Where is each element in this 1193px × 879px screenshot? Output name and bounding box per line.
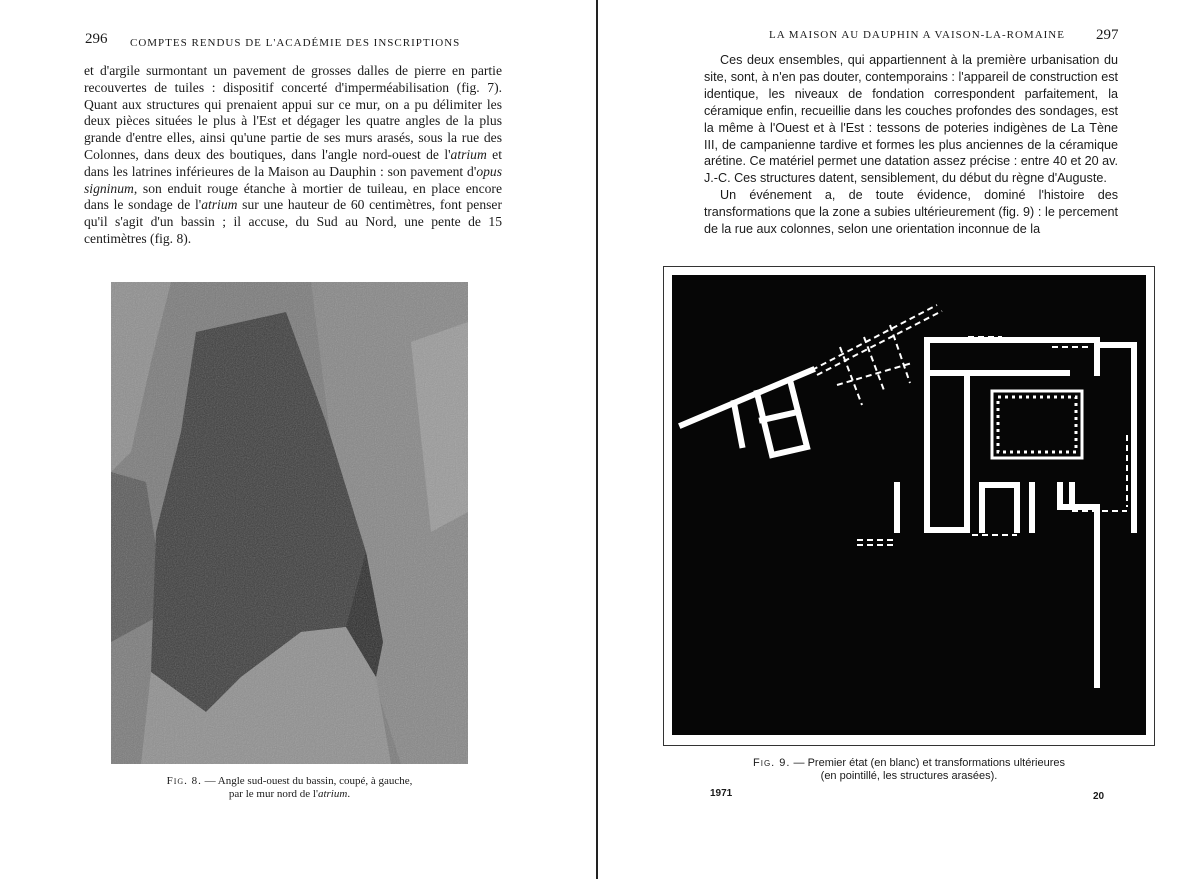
page-number: 297 — [1096, 27, 1119, 43]
running-head: LA MAISON AU DAUPHIN A VAISON-LA-ROMAINE — [769, 29, 1065, 41]
body-paragraph: Ces deux ensembles, qui appartiennent à la première urbanisation du site, sont, à n'en pas douter, contemporains : l'appareil de construction est identique, les niveaux de fondation correspondent parfaitement, la céramique enfin, recueillie dans les couches profondes des sondages, est la même à l'Ouest et à l'Est : tessons de poteries indigènes de La Tène III, de campanienne tardive et formes les plus anciennes de la céramique arétine. Ce matériel permet une datation assez précise : entre 40 et 20 av. J.-C. Ces structures datent, sensiblement, du début du règne d'Auguste. — [704, 53, 1118, 186]
running-head: COMPTES RENDUS DE L'ACADÉMIE DES INSCRIPTIONS — [130, 37, 461, 49]
caption-text: (en pointillé, les structures arasées). — [820, 770, 998, 782]
figure-9-frame — [663, 266, 1155, 746]
figure-9-caption — [669, 757, 1149, 783]
caption-text: . — [347, 788, 351, 800]
italic-term: atrium — [450, 146, 487, 162]
figure-label: Fig. 9. — [753, 757, 791, 769]
figure-label: Fig. 8. — [166, 775, 202, 787]
left-page — [0, 0, 596, 879]
italic-term: opus signinum — [84, 163, 502, 196]
figure-8-photo — [111, 282, 468, 764]
footer-signature: 20 — [1093, 791, 1105, 802]
caption-text: — Premier état (en blanc) et transformations ultérieures — [790, 757, 1065, 769]
figure-8-caption — [111, 775, 468, 801]
figure-9-plan — [672, 275, 1146, 735]
body-paragraph: et d'argile surmontant un pavement de grosses dalles de pierre en partie recouvertes de tuiles : dispositif concerté d'imperméabilisation (fig. 7). Quant aux structures qui prenaient appui sur ce mur, on a pu délimiter les deux pièces situées le plus à l'Est et dégager les quatre angles de la plus grande d'entre elles, ainsi qu'une partie de ses murs arasés, sous la rue des Colonnes, dans deux des boutiques, dans l'angle nord-ouest de l'atrium et dans les latrines inférieures de la Maison au Dauphin : son pavement d'opus signinum, son enduit rouge étanche à mortier de tuileau, en place encore dans le sondage de l'atrium sur une hauteur de 60 centimètres, font penser qu'il s'agit d'un bassin ; il accuse, du Sud au Nord, une pente de 15 centimètres (fig. 8). — [84, 63, 502, 246]
body-paragraph: Un événement a, de toute évidence, dominé l'histoire des transformations que la zone a subies ultérieurement (fig. 9) : le percement de la rue aux colonnes, selon une orientation inconnue de la — [704, 188, 1118, 237]
body-text — [704, 52, 1118, 238]
page-gutter — [596, 0, 598, 879]
italic-term: atrium — [201, 197, 238, 213]
caption-italic: atrium — [317, 788, 348, 800]
caption-text: par le mur nord de l' — [228, 788, 318, 800]
right-page — [599, 0, 1193, 879]
caption-text: — Angle sud-ouest du bassin, coupé, à gauche, — [201, 775, 413, 787]
page-number: 296 — [85, 31, 108, 47]
footer-year: 1971 — [710, 788, 733, 799]
